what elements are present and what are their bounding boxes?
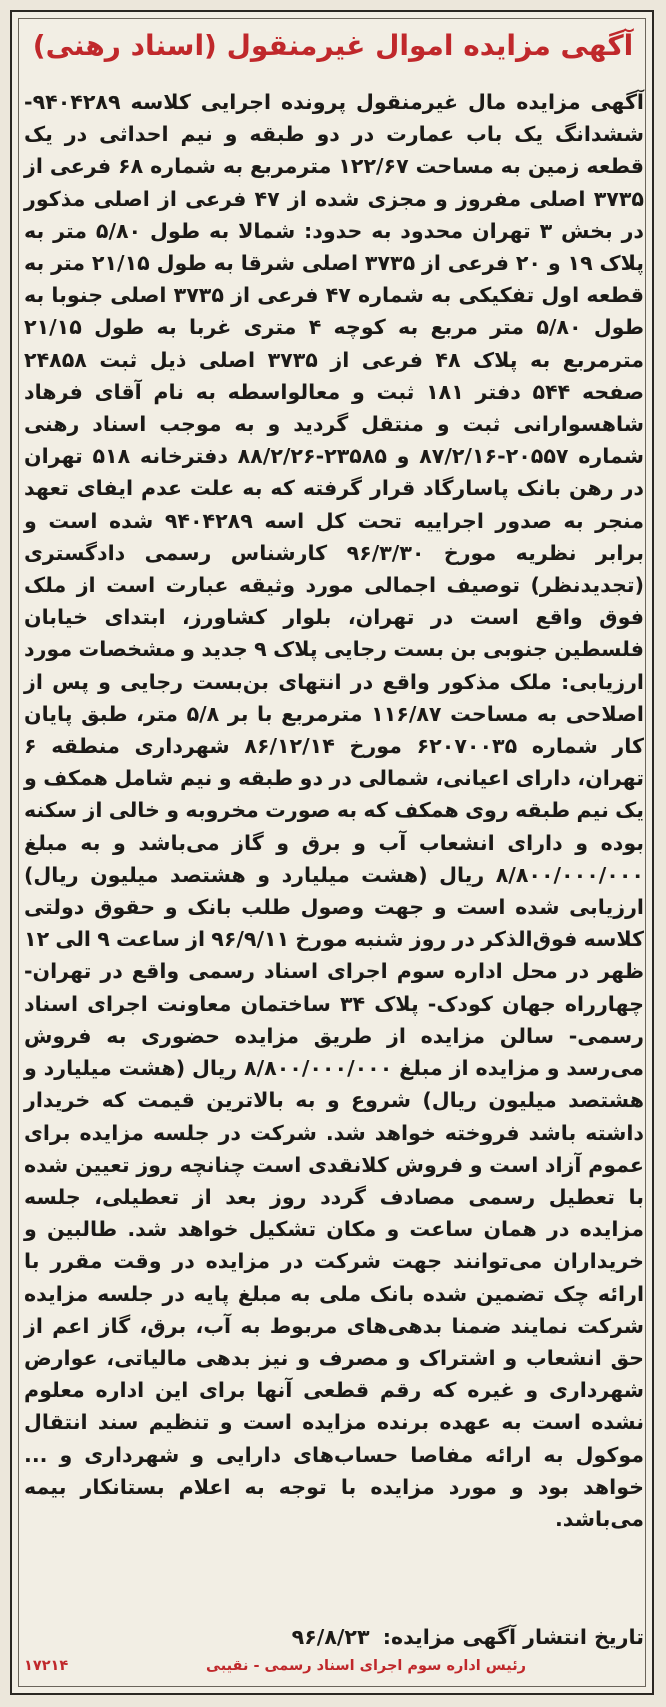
signature-line: رئیس اداره سوم اجرای اسناد رسمی - نقیبی — [206, 1658, 526, 1674]
notice-footer — [20, 1656, 646, 1684]
publish-date-value: ۹۶/۸/۲۳ — [291, 1625, 370, 1649]
publish-date-label: تاریخ انتشار آگهی مزایده: — [382, 1625, 644, 1649]
notice-title: آگهی مزایده اموال غیرمنقول (اسناد رهنی) — [32, 29, 634, 62]
notice-body: آگهی مزایده مال غیرمنقول پرونده اجرایی کلاسه ۹۴۰۴۲۸۹- ششدانگ یک باب عمارت در دو طبقه و نیم احداثی در یک قطعه زمین به مساحت ۱۲۲/۶۷ مترمربع به شماره ۶۸ فرعی از ۳۷۳۵ اصلی مفروز و مجزی شده از ۴۷ فرعی از اصلی مذکور در بخش ۳ تهران محدود به حدود: شمالا به طول ۵/۸۰ متر به پلاک ۱۹ و ۲۰ فرعی از ۳۷۳۵ اصلی شرقا به طول ۲۱/۱۵ متر به قطعه اول تفکیکی به شماره ۴۷ فرعی از ۳۷۳۵ اصلی جنوبا به طول ۵/۸۰ متر مربع به کوچه ۴ متری غربا به طول ۲۱/۱۵ مترمربع به پلاک ۴۸ فرعی از ۳۷۳۵ اصلی ذیل ثبت ۲۴۸۵۸ صفحه ۵۴۴ دفتر ۱۸۱ ثبت و معالواسطه به نام آقای فرهاد شاهسوارانی ثبت و منتقل گردید و به موجب اسناد رهنی شماره ۲۰۵۵۷-۸۷/۲/۱۶ و ۲۳۵۸۵-۸۸/۲/۲۶ دفترخانه ۵۱۸ تهران در رهن بانک پاسارگاد قرار گرفته که به علت عدم ایفای تعهد منجر به صدور اجراییه تحت کل اسه ۹۴۰۴۲۸۹ شده است و برابر نظریه مورخ ۹۶/۳/۳۰ کارشناس رسمی دادگستری (تجدیدنظر) توصیف اجمالی مورد وثیقه عبارت است از ملک فوق واقع است در تهران، بلوار کشاورز، ابتدای خیابان فلسطین جنوبی بن بست رجایی پلاک ۹ جدید و مشخصات مورد ارزیابی: ملک مذکور واقع در انتهای بن‌بست رجایی و پس از اصلاحی به مساحت ۱۱۶/۸۷ مترمربع با بر ۵/۸ متر، طبق پایان کار شماره ۶۲۰۷۰۰۳۵ مورخ ۸۶/۱۲/۱۴ شهرداری منطقه ۶ تهران، دارای اعیانی، شمالی در دو طبقه و نیم شامل همکف و یک نیم طبقه روی همکف که به صورت مخروبه و خالی از سکنه بوده و دارای انشعاب آب و برق و گاز می‌باشد و به مبلغ ۸/۸۰۰/۰۰۰/۰۰۰ ریال (هشت میلیارد و هشتصد میلیون ریال) ارزیابی شده است و جهت وصول طلب بانک و حقوق دولتی کلاسه فوق‌الذکر در روز شنبه مورخ ۹۶/۹/۱۱ از ساعت ۹ الی ۱۲ ظهر در محل اداره سوم اجرای اسناد رسمی واقع در تهران- چهارراه جهان کودک- پلاک ۳۴ ساختمان معاونت اجرای اسناد رسمی- سالن مزایده از طریق مزایده حضوری به فروش می‌رسد و مزایده از مبلغ ۸/۸۰۰/۰۰۰/۰۰۰ ریال (هشت میلیارد و هشتصد میلیون ریال) شروع و به بالاترین قیمت که خریدار داشته باشد فروخته خواهد شد. شرکت در جلسه مزایده برای عموم آزاد است و فروش کلانقدی است چنانچه روز تعیین شده با تعطیل رسمی مصادف گردد روز بعد از تعطیلی، جلسه مزایده در همان ساعت و مکان تشکیل خواهد شد. طالبین و خریداران می‌توانند جهت شرکت در مزایده در وقت مقرر با ارائه چک تضمین شده بانک ملی به مبلغ پایه در جلسه مزایده شرکت نمایند ضمنا بدهی‌های مربوط به آب، برق، گاز اعم از حق انشعاب و اشتراک و مصرف و نیز بدهی مالیاتی، عوارض شهرداری و غیره که رقم قطعی آنها برای این اداره معلوم نشده است به عهده برنده مزایده است و تنظیم سند انتقال موکول به ارائه مفاصا حساب‌های دارایی و شهرداری و ... خواهد بود و مورد مزایده با توجه به اعلام بستانکار بیمه می‌باشد. — [24, 90, 645, 1531]
publish-date-line — [24, 1622, 644, 1652]
ad-number: ۱۷۲۱۴ — [24, 1658, 69, 1674]
